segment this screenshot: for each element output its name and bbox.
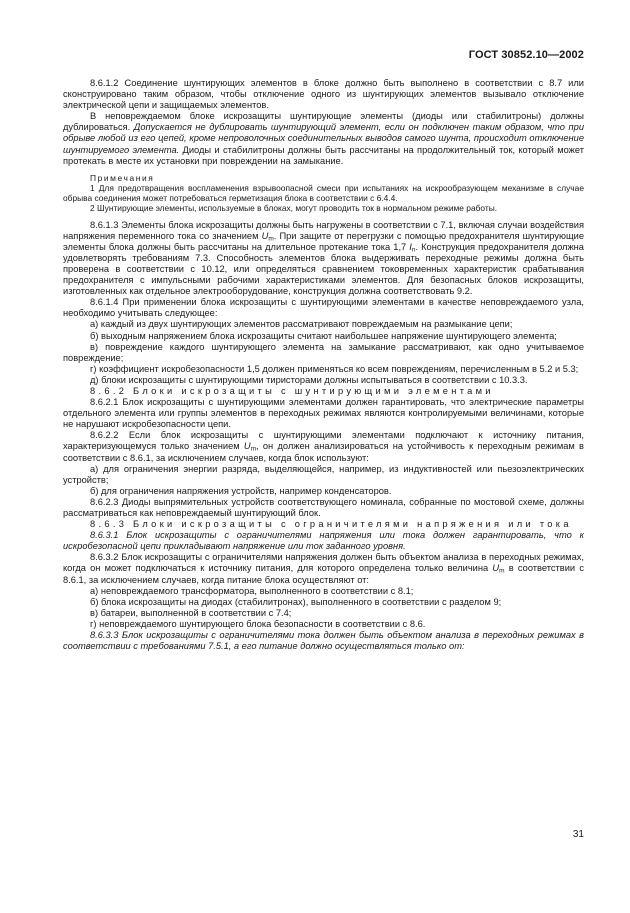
paragraph-8-6-2-3: 8.6.2.3 Диоды выпрямительных устройств соответствующего номинала, собранные по мостовой схеме, должны рассматриваться как неповреждаемый шунтирующий блок. [63, 496, 584, 518]
list3-item-g: г) неповреждаемого шунтирующего блока безопасности в соответствии с 8.6. [90, 618, 426, 629]
page-number: 31 [572, 829, 584, 840]
list-item-g: г) коэффициент искробезопасности 1,5 должен применяться ко всем повреждениям, перечисленным в 5.2 и 5.3; [90, 363, 579, 374]
list3-item-b: б) блока искрозащиты на диодах (стабилитронах), выполненного в соответствии с разделом 9; [90, 596, 502, 607]
paragraph-8-6-1-3: 8.6.1.3 Элементы блока искрозащиты должны быть нагружены в соответствии с 7.1, включая случаи воздействия напряжения переменного тока со значением $U_m$. При защите от перегрузки с помощью предохранителя шунтирующие элементы блока должны быть рассчитаны на длительное протекание тока 1,7 $I_n$. Конструкция предохранителя должна удовлетворять требованиям 7.3. Способность элементов блока выдерживать переходные режимы должна быть проверена в соответствии с 10.12, или определяться сравнением токовременных характеристик срабатывания предохранителя с импульсными рабочими характеристиками элементов. Для безопасных блоков искрозащиты, изготовленных как отдельное электрооборудование, конструкция должна соответствовать 9.2. [63, 219, 584, 297]
paragraph-duplication: В неповреждаемом блоке искрозащиты шунтирующие элементы (диоды или стабилитроны) должны дублироваться. Допускается не дублировать шунтирующий элемент, если он подключен таким образом, что при обрыве любой из его цепей, кроме непроволочных соединительных выводов самого шунта, происходит отключение шунтируемого элемента. Диоды и стабилитроны должны быть рассчитаны на продолжительный ток, который может протекать в месте их установки при повреждении на замыкание. [63, 111, 584, 166]
note-1: 1 Для предотвращения воспламенения взрывоопасной смеси при испытаниях на искрообразующем механизме в случае обрыва соединения может потребоваться герметизация блока в соответствии с 6.4.4. [63, 182, 584, 204]
standard-header: ГОСТ 30852.10—2002 [468, 49, 584, 61]
note-2: 2 Шунтирующие элементы, используемые в блоках, могут проводить ток в нормальном режиме работы. [90, 203, 498, 214]
italic-clause: Допускается не дублировать шунтирующий элемент, если он подключен таким образом, что при обрыве любой из его цепей, кроме непроволочных соединительных выводов самого шунта, происходит отключение шунтируемого элемента. [63, 122, 584, 155]
list-item-d: д) блоки искрозащиты с шунтирующими тиристорами должны испытываться в соответствии с 10.3.3. [90, 374, 528, 385]
list2-item-b: б) для ограничения напряжения устройств, например конденсаторов. [90, 485, 392, 496]
list3-item-v: в) батареи, выполненной в соответствии с 7.4; [90, 607, 292, 618]
section-heading-8-6-2: 8.6.2 Блоки искрозащиты с шунтирующими элементами [90, 385, 494, 396]
list-item-b: б) выходным напряжением блока искрозащиты считают наибольшее напряжение шунтирующего элемента; [90, 330, 557, 341]
section-heading-8-6-3: 8.6.3 Блоки искрозащиты с ограничителями напряжения или тока [90, 519, 572, 530]
paragraph-8-6-1-2: 8.6.1.2 Соединение шунтирующих элементов в блоке должно быть выполнено в соответствии с 8.7 или сконструировано таким образом, чтобы отключение одного из шунтирующих элементов вызывало отключение электрической цепи и защищаемых элементов. [63, 78, 584, 111]
paragraph-8-6-3-1: 8.6.3.1 Блок искрозащиты с ограничителями напряжения или тока должен гарантировать, что к искробезопасной цепи прикладывают напряжение или ток заданного уровня. [63, 530, 584, 552]
paragraph-8-6-1-4: 8.6.1.4 При применении блока искрозащиты с шунтирующими элементами в качестве неповреждаемого узла, необходимо учитывать следующее: [63, 297, 584, 319]
list-item-a: а) каждый из двух шунтирующих элементов рассматривают повреждаемым на размыкание цепи; [90, 319, 513, 330]
paragraph-8-6-2-2: 8.6.2.2 Если блок искрозащиты с шунтирующими элементами подключают к источнику питания, характеризующемуся только значением $U_m$, он должен анализироваться на устойчивость к переходным режимам в соответствии с 8.6.1, за исключением случаев, когда блок используют: [63, 430, 584, 463]
list3-item-a: а) неповреждаемого трансформатора, выполненного в соответствии с 8.1; [90, 585, 414, 596]
notes-heading: Примечания [90, 172, 155, 183]
list-item-v: в) повреждение каждого шунтирующего элемента на замыкание рассматривают, как одно учитываемое повреждение; [63, 341, 584, 363]
paragraph-8-6-3-3: 8.6.3.3 Блок искрозащиты с ограничителями тока должен быть объектом анализа в переходных режимах в соответствии с требованиями 7.5.1, а его питание должно осуществляться только от: [63, 630, 584, 652]
document-body [63, 78, 584, 652]
paragraph-8-6-3-2: 8.6.3.2 Блок искрозащиты с ограничителями напряжения должен быть объектом анализа в переходных режимах, когда он может подключаться к источнику питания, для которого определена только величина $U_m$ в соответствии с 8.6.1, за исключением случаев, когда питание блока осуществляют от: [63, 552, 584, 585]
paragraph-8-6-2-1: 8.6.2.1 Блок искрозащиты с шунтирующими элементами должен гарантировать, что электрические параметры отдельного элемента или группы элементов в переходных режимах являются контролируемыми величинами, которые не нарушают искробезопасности цепи. [63, 397, 584, 430]
list2-item-a: а) для ограничения энергии разряда, выделяющейся, например, из индуктивностей или пьезоэлектрических устройств; [63, 463, 584, 485]
